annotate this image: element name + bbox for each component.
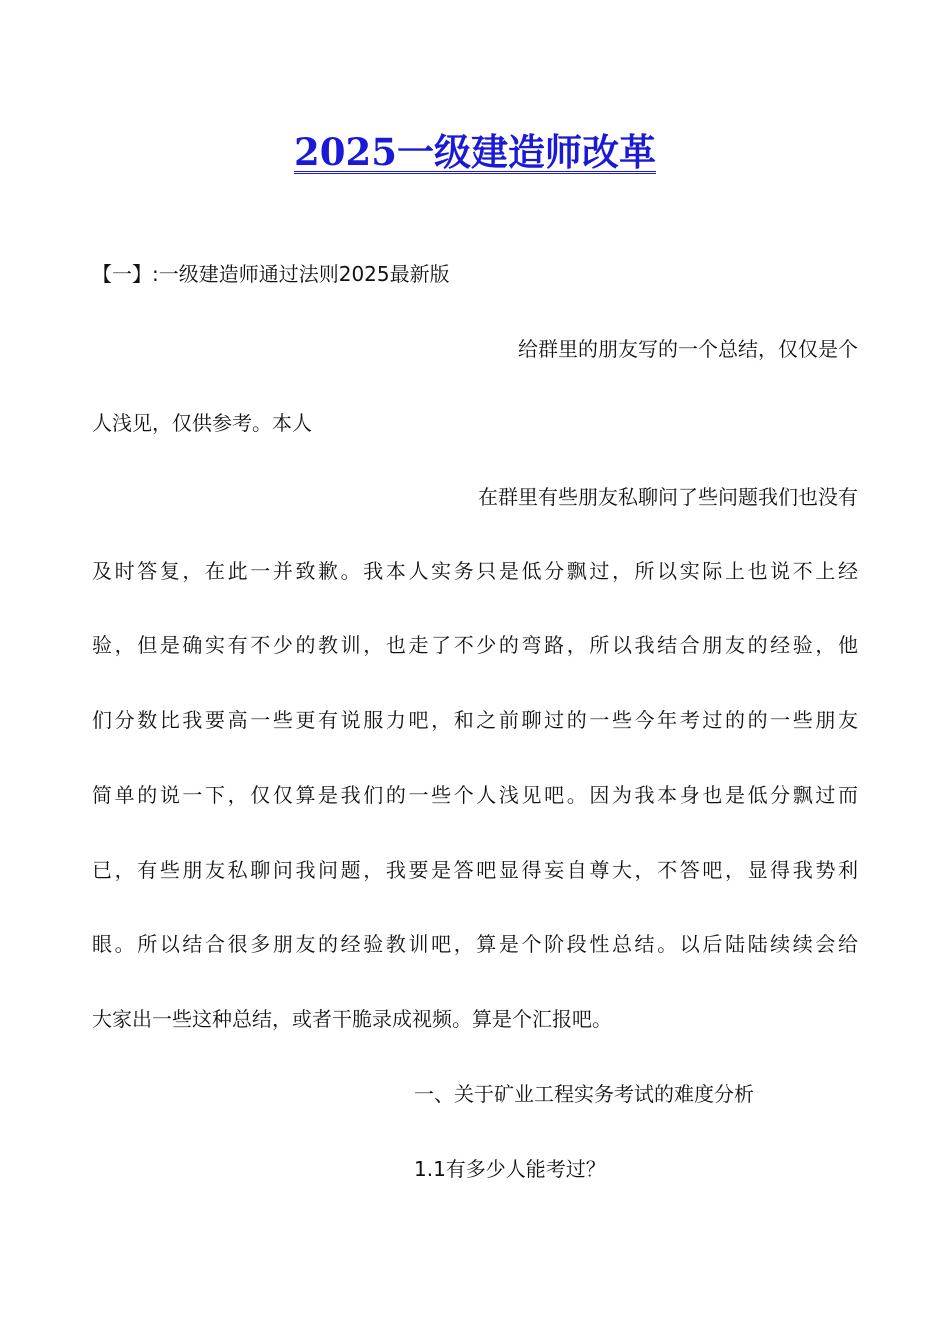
paragraph-line-1: 给群里的朋友写的一个总结，仅仅是个: [518, 337, 858, 361]
paragraph-line-8: 已，有些朋友私聊问我问题，我要是答吧显得妄自尊大，不答吧，显得我势利: [92, 858, 858, 882]
paragraph-line-3: 在群里有些朋友私聊问了些问题我们也没有: [478, 485, 858, 509]
paragraph-line-6: 们分数比我要高一些更有说服力吧，和之前聊过的一些今年考过的的一些朋友: [92, 708, 858, 732]
paragraph-line-5: 验，但是确实有不少的教训，也走了不少的弯路，所以我结合朋友的经验，他: [92, 633, 858, 657]
heading-1-1: 1.1有多少人能考过？: [414, 1157, 606, 1181]
document-title-text: 2025一级建造师改革: [294, 130, 656, 174]
paragraph-line-2: 人浅见，仅供参考。本人: [92, 411, 312, 435]
document-title: [0, 124, 950, 180]
paragraph-line-7: 简单的说一下，仅仅算是我们的一些个人浅见吧。因为我本身也是低分飘过而: [92, 783, 858, 807]
paragraph-line-4: 及时答复，在此一并致歉。我本人实务只是低分飘过，所以实际上也说不上经: [92, 559, 858, 583]
heading-1: 一、关于矿业工程实务考试的难度分析: [414, 1082, 754, 1106]
paragraph-line-10: 大家出一些这种总结，或者干脆录成视频。算是个汇报吧。: [92, 1007, 612, 1031]
section-header: 【一】:一级建造师通过法则2025最新版: [92, 262, 450, 286]
paragraph-line-9: 眼。所以结合很多朋友的经验教训吧，算是个阶段性总结。以后陆陆续续会给: [92, 932, 858, 956]
